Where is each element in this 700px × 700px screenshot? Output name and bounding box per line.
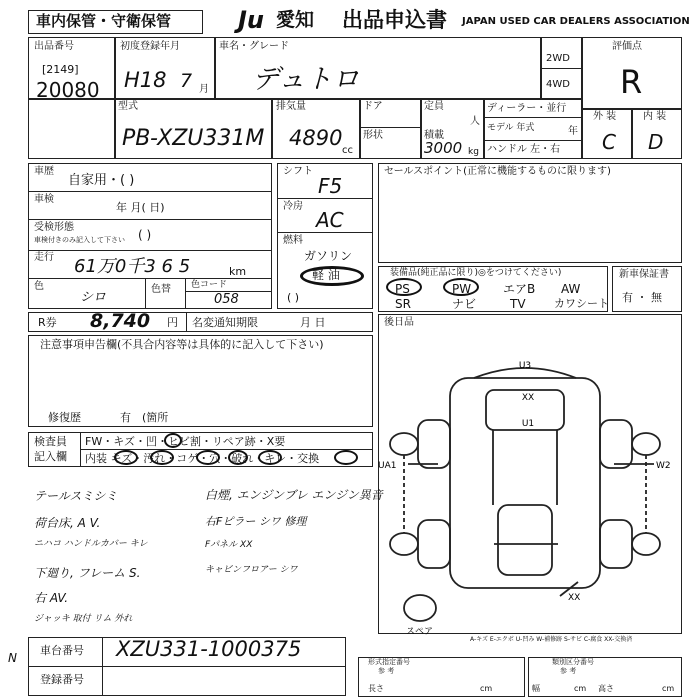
remark-1: テールスミシミ [34, 489, 118, 503]
dirt-circle [150, 450, 174, 465]
left-rear-panel [418, 520, 450, 568]
capacity-label: 定員 [424, 101, 444, 112]
first-reg-year: H18 [124, 68, 167, 92]
col-divider-4 [359, 98, 361, 159]
exterior-marks: FW・キズ・凹・ヒビ割・リペア跡・X要 [85, 435, 286, 448]
lot-sub: [2149] [42, 63, 79, 76]
fuel-label: 燃料 [283, 235, 303, 246]
model-label: 型式 [118, 101, 138, 112]
equip-ps: PS [395, 282, 410, 296]
equip-leather-seat: カワシート [554, 297, 609, 310]
exterior-label: 外 装 [593, 111, 617, 122]
burn-circle [196, 450, 220, 465]
width-unit: cm [574, 684, 587, 693]
length-unit: cm [480, 684, 493, 693]
remark-6: ジャッキ 取付 リム 外れ [34, 614, 133, 624]
left-front-door [418, 420, 450, 468]
category-label: 類別区分番号 [552, 658, 594, 666]
height-label: 高さ [598, 684, 614, 693]
left-front-tire [390, 433, 418, 455]
equip-pw: PW [452, 282, 472, 296]
grade-label: 評価点 [612, 41, 642, 52]
model-value: PB-XZU331M [122, 126, 265, 151]
color-change-label: 色替 [151, 284, 171, 295]
chassis-divider [28, 666, 346, 667]
mileage-unit: km [229, 265, 247, 278]
interior-marks: 内装 キズ・汚れ・コゲ・穴・破れ・キレ・交換 [85, 452, 320, 465]
entry-label: 記入欄 [34, 450, 67, 463]
org-name: 愛知 [276, 9, 315, 31]
storage-tag: 車内保管・守衛保管 [36, 12, 172, 30]
vehicle-diagram [378, 330, 682, 650]
new-warranty-label: 新車保証書 [619, 269, 669, 280]
form-spec-label: 形式指定番号 [368, 658, 410, 666]
handle-label: ハンドル 左・右 [487, 144, 561, 155]
sales-point-label: セールスポイント(正常に機能するものに限ります) [384, 166, 611, 177]
interior-label: 内 装 [643, 111, 667, 122]
load-label: 積載 [424, 130, 444, 141]
drive-2wd: 2WD [546, 53, 570, 64]
doc-title: 出品申込書 [342, 8, 447, 32]
repair-value: 有 [120, 411, 131, 424]
equip-tv: TV [510, 297, 526, 311]
drive-divider [540, 68, 581, 69]
remark-4: 下廻り, フレーム S. [34, 566, 141, 580]
label-u3: U3 [518, 361, 532, 371]
col-divider-1 [114, 37, 116, 159]
spare-tire [404, 595, 436, 621]
deadline-label: 名変通知期限 [192, 316, 258, 329]
displacement-label: 排気量 [276, 101, 306, 112]
remark-2: 荷台床, A V. [34, 516, 101, 530]
label-spare: スペア [406, 627, 434, 637]
after-items-label: 後日品 [384, 317, 414, 328]
door-label: ドア [363, 101, 383, 112]
history-div-2 [28, 219, 272, 220]
first-reg-month: 7 [180, 70, 193, 92]
aircon-label: 冷房 [283, 201, 303, 212]
cab-pillars [493, 430, 557, 505]
drivetrain-div-1 [277, 198, 373, 199]
capacity-unit: 人 [470, 116, 480, 127]
label-xx-rear: XX [568, 593, 581, 603]
label-left: UA1 [378, 461, 397, 471]
color-code-label: 色コード [191, 280, 228, 290]
col-divider-grade [581, 37, 583, 159]
dealer-label: ディーラー・並行 [487, 103, 567, 114]
fuel-paren: ( ) [287, 291, 300, 304]
recycle-value: 8,740 [90, 310, 151, 332]
replace-circle [334, 450, 358, 465]
sales-point-box [378, 163, 682, 263]
height-unit: cm [662, 684, 675, 693]
remark-right-2: 右Fピラー シワ 修理 [205, 515, 307, 528]
door-divider [359, 127, 421, 128]
right-front-door [600, 420, 632, 468]
row-divider [28, 98, 581, 100]
new-warranty-value: 有 ・ 無 [622, 291, 662, 304]
car-name: デュトロ [252, 64, 360, 95]
equipment-title: 装備品(純正品に限り)◎をつけてください) [390, 268, 562, 278]
interior-value: D [648, 130, 664, 154]
diagram-legend: A-キズ E-エクボ U-凹み W-補修跡 S-サビ C-腐食 XX-交換済 [470, 636, 633, 643]
col-divider-6 [483, 98, 485, 159]
col-divider-5 [420, 98, 422, 159]
use-value: 自家用・( ) [68, 173, 135, 188]
chassis-col-divider [102, 637, 103, 696]
repair-paren: (箇所 [142, 411, 169, 424]
notes-title: 注意事項申告欄(不具合内容等は具体的に記入して下さい) [40, 338, 324, 351]
chassis-value: XZU331-1000375 [116, 637, 302, 661]
col-divider-3 [271, 98, 273, 159]
drivetrain-div-2 [277, 232, 373, 233]
recycle-divider [186, 312, 187, 332]
recycle-unit: 円 [167, 316, 178, 329]
acceptance-note: 車検付きのみ記入して下さい [34, 236, 125, 244]
label-xx-front: XX [521, 393, 535, 403]
dealer-divider [483, 117, 581, 118]
history-div-6 [185, 278, 186, 309]
fuel-value-2: 軽 油 [312, 268, 340, 282]
inspection-label: 車検 [34, 194, 54, 205]
inspection-value: 年 月( 日) [116, 201, 165, 214]
ps-circle [386, 278, 422, 296]
history-div-5 [145, 278, 146, 309]
color-code-value: 058 [214, 292, 239, 307]
mileage-label: 走行 [34, 252, 54, 263]
mileage-value: 61万0千3 6 5 [74, 256, 191, 277]
remark-right-4: キャビンフロアー シワ [205, 565, 298, 575]
history-div-4 [28, 278, 272, 279]
first-reg-unit: 月 [199, 84, 209, 95]
drive-4wd: 4WD [546, 79, 570, 90]
grade-value: R [620, 63, 643, 101]
remark-right-1: 白煙, エンジンブレ エンジン異音 [205, 488, 383, 502]
tear-circle [258, 450, 282, 465]
shift-value: F5 [318, 174, 343, 198]
load-value: 3000 [424, 139, 463, 157]
ju-logo: Ju [238, 6, 265, 34]
repair-label: 修復歴 [48, 411, 81, 424]
displacement-unit: cc [342, 145, 353, 156]
model-divider [483, 140, 581, 141]
shape-label: 形状 [363, 130, 383, 141]
color-label: 色 [34, 281, 44, 292]
remark-right-3: Fパネル XX [205, 540, 253, 550]
equip-navi: ナビ [452, 297, 477, 311]
right-rear-panel [600, 520, 632, 568]
label-u1: U1 [521, 419, 535, 429]
chassis-label: 車台番号 [40, 644, 84, 657]
left-margin-mark: N [8, 651, 17, 665]
model-year-unit: 年 [568, 126, 578, 137]
recycle-label: R券 [38, 316, 57, 329]
label-right: W2 [656, 461, 671, 471]
lot-label: 出品番号 [34, 41, 74, 52]
truck-body-outline [450, 378, 600, 588]
load-unit: kg [468, 147, 479, 157]
right-front-tire [632, 433, 660, 455]
acceptance-value: ( ) [138, 228, 152, 242]
fuel-value-1: ガソリン [304, 249, 353, 263]
equip-aw: AW [561, 282, 581, 296]
shift-label: シフト [283, 166, 313, 177]
remark-3: ニハコ ハンドルカバー キレ [34, 539, 148, 549]
frame-rails [404, 455, 646, 533]
lot-number: 20080 [36, 78, 100, 102]
length-label: 長さ [368, 684, 384, 693]
use-label: 車歴 [34, 166, 54, 177]
pw-circle [443, 278, 479, 296]
model-year-label: モデル 年式 [487, 123, 535, 133]
first-reg-label: 初度登録年月 [120, 41, 180, 52]
ext-int-divider [631, 108, 633, 159]
car-name-label: 車名・グレード [219, 41, 289, 52]
displacement-value: 4890 [289, 126, 343, 150]
col-divider-2 [214, 37, 216, 99]
exterior-value: C [602, 130, 616, 154]
rear-deck [498, 505, 552, 575]
right-rear-tire [632, 533, 660, 555]
dent-circle [164, 433, 182, 448]
color-value: シロ [80, 290, 107, 305]
width-label: 幅 [532, 684, 540, 693]
remark-5: 右 AV. [34, 591, 69, 605]
history-div-3 [28, 250, 272, 251]
acceptance-label: 受検形態 [34, 222, 74, 233]
history-div-1 [28, 191, 272, 192]
ref-label-2: 参 考 [560, 667, 577, 675]
left-rear-tire [390, 533, 418, 555]
deadline-value: 月 日 [300, 316, 326, 329]
scratch-circle [114, 450, 138, 465]
inspector-label: 検査員 [34, 435, 67, 448]
equip-sr: SR [395, 297, 411, 311]
ref-label-1: 参 考 [378, 667, 395, 675]
aircon-value: AC [316, 208, 344, 232]
hole-circle [228, 450, 248, 465]
org-english: JAPAN USED CAR DEALERS ASSOCIATION [462, 16, 690, 27]
equip-airbag: エアB [503, 282, 536, 296]
registration-label: 登録番号 [40, 673, 84, 686]
